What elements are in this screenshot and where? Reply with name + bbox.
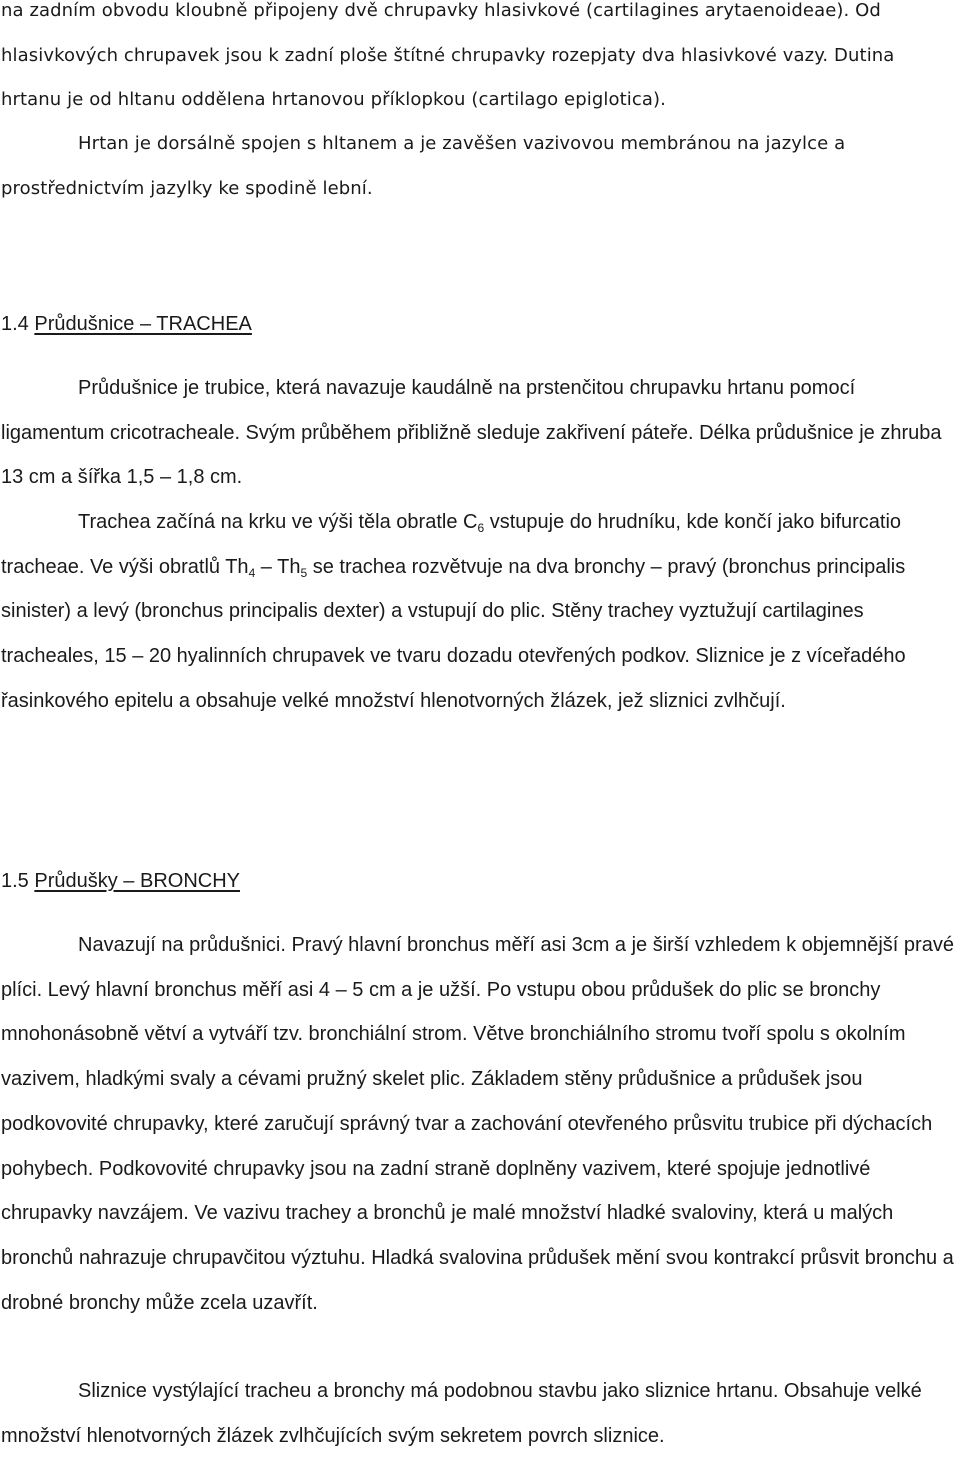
trachea-paragraph-description: Průdušnice je trubice, která navazuje kaudálně na prstenčitou chrupavku hrtanu pomocí ligamentum cricotracheale. Svým průběhem přibližně sleduje zakřivení páteře. Délka průdušnice je zhruba 13 cm a šířka 1,5 – 1,8 cm. xyxy=(1,377,942,489)
subscript: 5 xyxy=(300,565,308,580)
section-title: Průdušnice – TRACHEA xyxy=(34,313,252,335)
section-number: 1.5 xyxy=(1,870,29,892)
section-number: 1.4 xyxy=(1,313,29,335)
intro-paragraph-larynx-cartilages: na zadním obvodu kloubně připojeny dvě chrupavky hlasivkové (cartilagines arytaenoideae). Od hlasivkových chrupavek jsou k zadní ploše štítné chrupavky rozepjaty dva hlasivkové vazy. Dutina hrtanu je od hltanu oddělena hrtanovou příklopkou (cartilago epiglotica). xyxy=(1,0,895,111)
bronchy-paragraph-mucosa: Sliznice vystýlající tracheu a bronchy má podobnou stavbu jako sliznice hrtanu. Obsahuje velké množství hlenotvorných žlázek zvlhčujících svým sekretem povrch sliznice. xyxy=(1,1380,922,1447)
section-title: Průdušky – BRONCHY xyxy=(34,870,240,892)
subscript: 6 xyxy=(477,521,485,535)
subscript: 4 xyxy=(248,565,256,580)
section-heading-bronchy xyxy=(1,866,240,896)
trachea-paragraph-anatomy xyxy=(1,500,956,724)
text-run: vstupuje do hrudníku, kde končí jako bifurcatio tracheae. Ve výši obratlů Th xyxy=(1,511,902,578)
text-run: – Th xyxy=(255,555,301,578)
text-run: Trachea začíná na krku ve výši těla obratle C xyxy=(78,511,478,533)
text-run: se trachea rozvětvuje na dva bronchy – pravý (bronchus principalis sinister) a levý (bronchus principalis dexter) a vstupují do plic. Stěny trachey vyztužují cartilagines tracheales, 15 – 20 hyalinních chrupavek ve tvaru dozadu otevřených podkov. Sliznice je z víceřadého řasinkového epitelu a obsahuje velké množství hlenotvorných žlázek, jež sliznici zvlhčují. xyxy=(1,555,906,712)
bronchy-paragraph-description: Navazují na průdušnici. Pravý hlavní bronchus měří asi 3cm a je širší vzhledem k objemnější pravé plíci. Levý hlavní bronchus měří asi 4 – 5 cm a je užší. Po vstupu obou průdušek do plic se bronchy mnohonásobně větví a vytváří tzv. bronchiální strom. Větve bronchiálního stromu tvoří spolu s okolním vazivem, hladkými svaly a cévami pružný skelet plic. Základem stěny průdušnice a průdušek jsou podkovovité chrupavky, které zaručují správný tvar a zachování otevřeného průsvitu trubice při dýchacích pohybech. Podkovovité chrupavky jsou na zadní straně doplněny vazivem, které spojuje jednotlivé chrupavky navzájem. Ve vazivu trachey a bronchů je malé množství hladké svaloviny, která u malých bronchů nahrazuje chrupavčitou výztuhu. Hladká svalovina průdušek mění svou kontrakcí průsvit bronchu a drobné bronchy může zcela uzavřít. xyxy=(1,934,954,1314)
intro-paragraph-larynx-suspension: Hrtan je dorsálně spojen s hltanem a je zavěšen vazivovou membránou na jazylce a prostřednictvím jazylky ke spodině lební. xyxy=(1,133,846,199)
section-heading-trachea xyxy=(1,309,252,339)
